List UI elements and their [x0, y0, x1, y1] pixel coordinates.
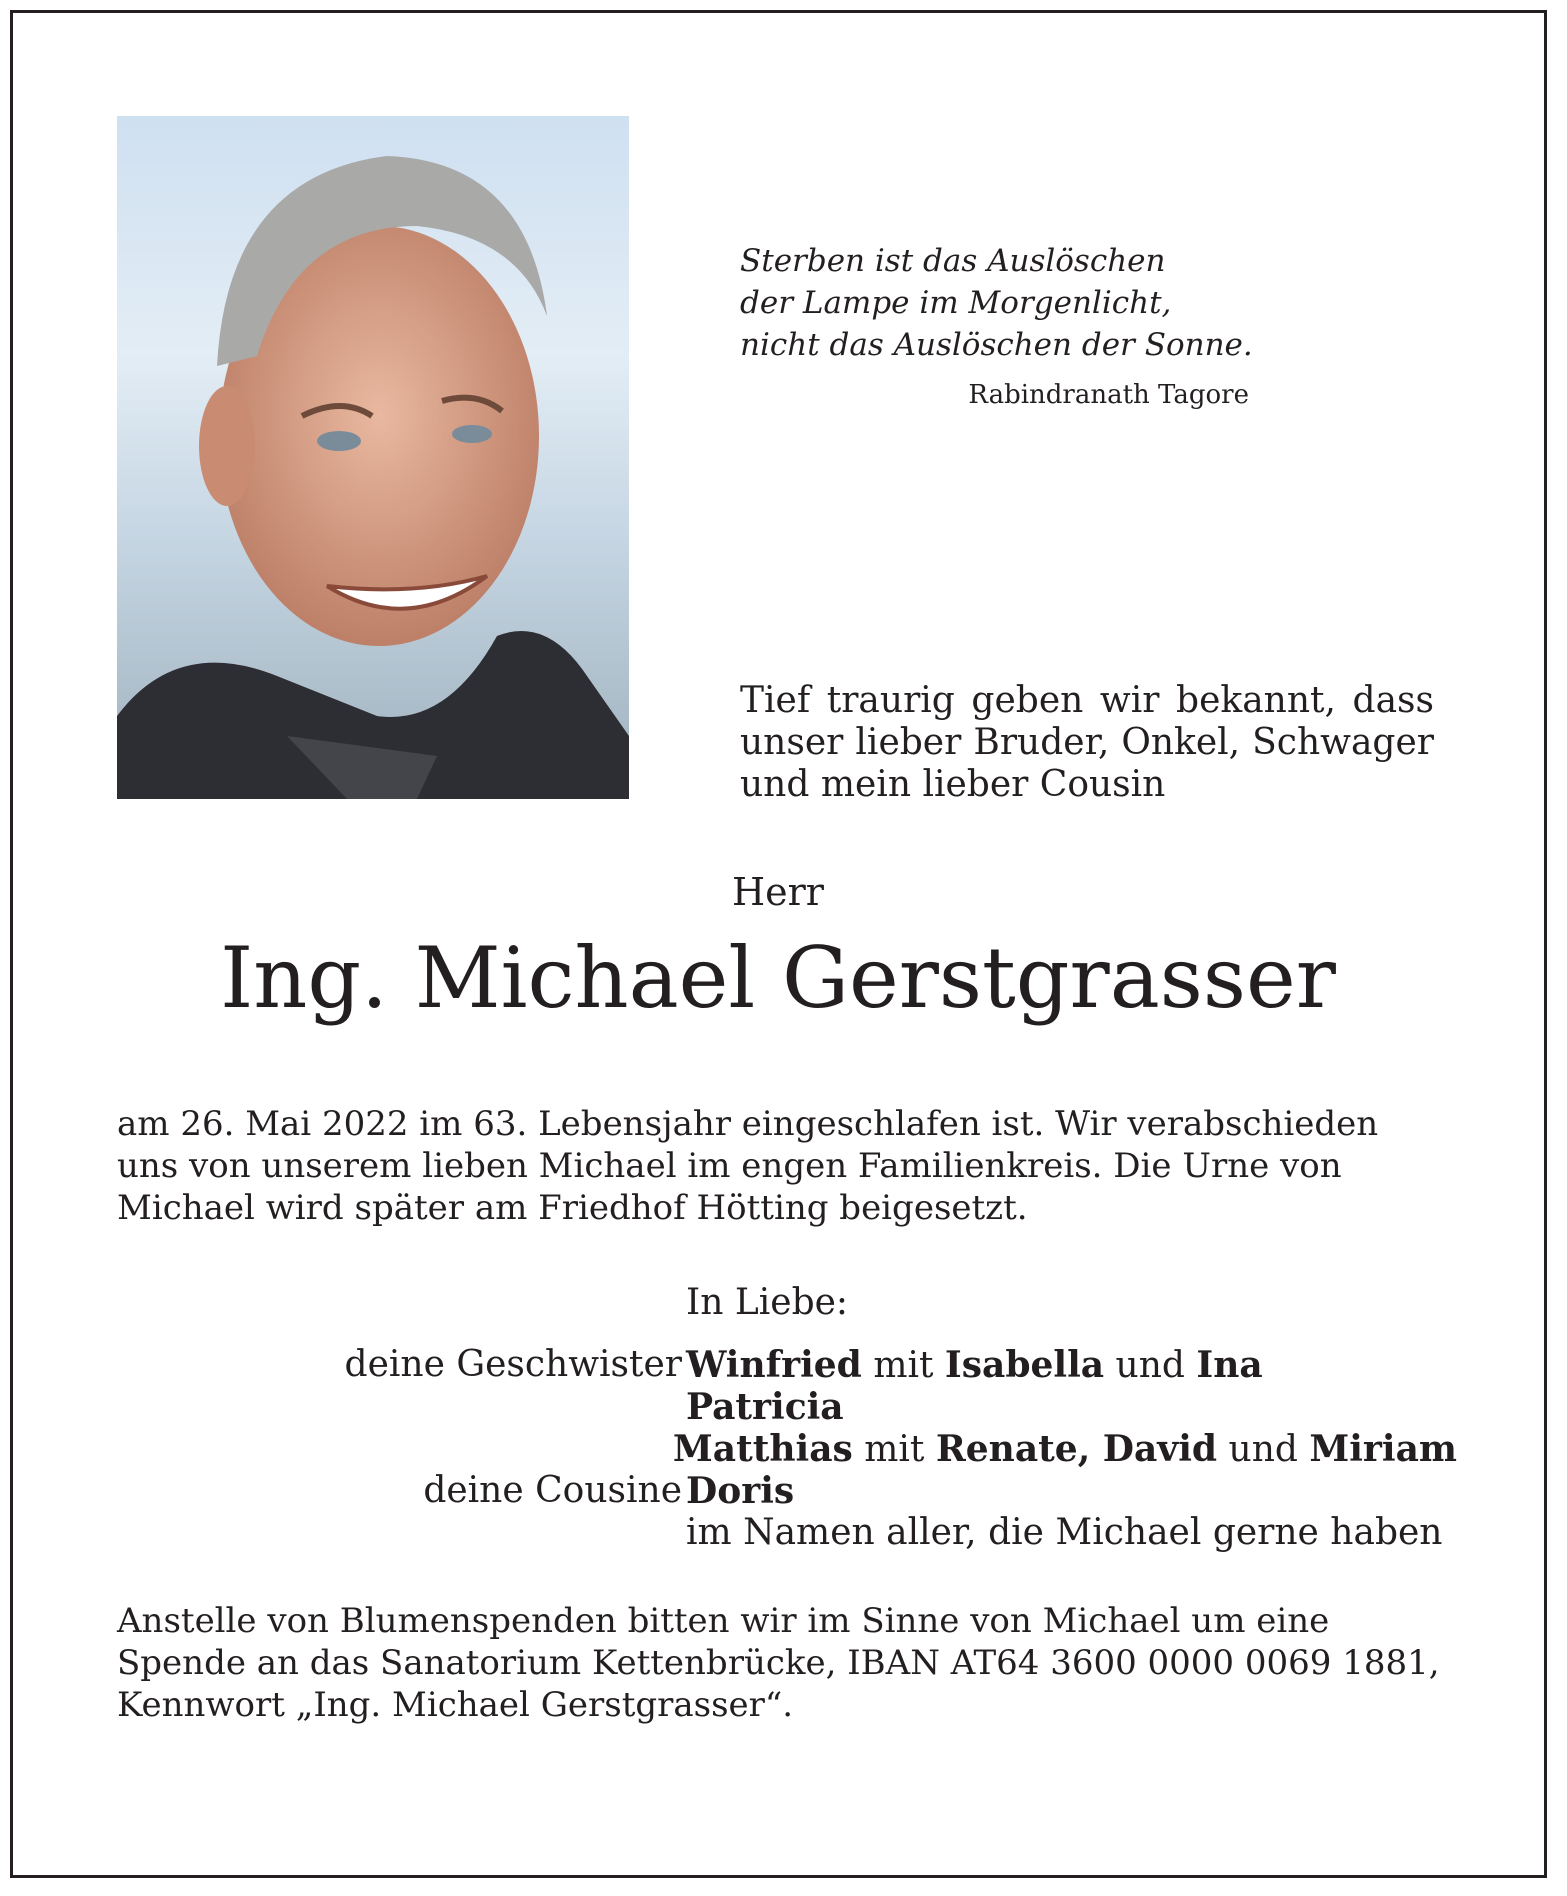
mourner-row	[117, 1428, 1457, 1471]
mourner-name: Winfried	[686, 1344, 862, 1386]
quote-author: Rabindranath Tagore	[968, 380, 1249, 410]
quote-line: nicht das Auslöschen der Sonne.	[740, 327, 1253, 363]
mourner-name: Patricia	[686, 1386, 844, 1428]
portrait-illustration	[117, 116, 629, 799]
mourner-name: Matthias	[672, 1428, 853, 1470]
mourner-row	[117, 1386, 1457, 1429]
portrait-photo	[117, 116, 629, 799]
in-liebe-label: In Liebe:	[686, 1282, 849, 1323]
mourner-name: Isabella	[944, 1344, 1105, 1386]
connector-word: mit	[864, 1429, 925, 1470]
mourner-name: Doris	[686, 1470, 795, 1512]
mourner-row	[117, 1344, 1457, 1387]
cousin-label: deine Cousine	[423, 1470, 682, 1511]
salutation: Herr	[732, 870, 824, 914]
connector-word: mit	[873, 1345, 934, 1386]
announcement-intro: Tief traurig geben wir bekannt, dass unser lieber Bruder, Onkel, Schwager und mein lieber Cousin	[740, 680, 1434, 805]
siblings-label: deine Geschwister	[344, 1344, 682, 1385]
quote-line: der Lampe im Morgenlicht,	[740, 285, 1172, 321]
connector-word: und	[1115, 1345, 1185, 1386]
connector-word: und	[1228, 1429, 1298, 1470]
mourner-row	[117, 1512, 1457, 1554]
deceased-name: Ing. Michael Gerstgrasser	[220, 929, 1336, 1027]
mourner-name: Renate, David	[935, 1428, 1218, 1470]
closing-line: im Namen aller, die Michael gerne haben	[686, 1512, 1443, 1553]
announcement-body: am 26. Mai 2022 im 63. Lebensjahr eingeschlafen ist. Wir verabschieden uns von unserem lieben Michael im engen Familienkreis. Die Urne von Michael wird später am Friedhof Hötting beigesetzt.	[117, 1104, 1379, 1228]
quote-line: Sterben ist das Auslöschen	[740, 243, 1166, 279]
quote	[740, 240, 1300, 366]
mourner-row	[117, 1470, 1457, 1513]
mourner-name: Miriam	[1309, 1428, 1457, 1470]
mourner-name: Ina	[1196, 1344, 1263, 1386]
donation-note: Anstelle von Blumenspenden bitten wir im Sinne von Michael um eine Spende an das Sanatorium Kettenbrücke, IBAN AT64 3600 0000 0069 1881, Kennwort „Ing. Michael Gerstgrasser“.	[117, 1601, 1440, 1725]
